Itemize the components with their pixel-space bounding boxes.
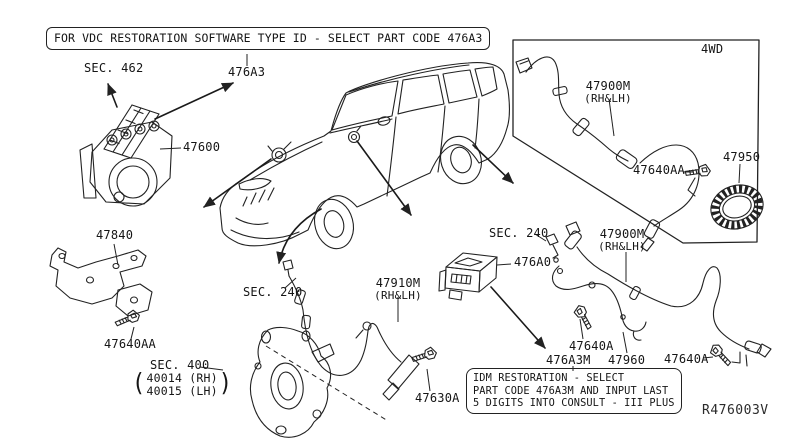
label-47640AA-left: 47640AA bbox=[104, 337, 156, 351]
idm-note-line1: IDM RESTORATION - SELECT bbox=[473, 372, 625, 384]
bracket-47840-drawing bbox=[50, 248, 152, 333]
label-47840: 47840 bbox=[96, 228, 134, 242]
label-sec-462: SEC. 462 bbox=[84, 61, 144, 75]
idm-note-line2: PART CODE 476A3M AND INPUT LAST bbox=[473, 384, 669, 397]
sensor-rotor-47950-drawing bbox=[705, 178, 769, 235]
label-4wd: 4WD bbox=[701, 42, 724, 56]
label-sec-240-right: SEC. 240 bbox=[489, 226, 549, 240]
label-47640AA-right: 47640AA bbox=[633, 163, 685, 177]
label-47950: 47950 bbox=[723, 150, 761, 164]
label-sec-400-parts bbox=[132, 369, 233, 399]
label-47640A-mid: 47640A bbox=[569, 339, 614, 353]
idm-restoration-note bbox=[466, 368, 682, 414]
label-47900M-bottom: 47900M (RH&LH) bbox=[598, 227, 646, 254]
label-476A0: 476A0 bbox=[514, 255, 552, 269]
label-47960: 47960 bbox=[608, 353, 646, 367]
label-47600: 47600 bbox=[183, 140, 221, 154]
open-paren: ( bbox=[132, 369, 146, 399]
label-47900M-top: 47900M (RH&LH) bbox=[584, 79, 632, 106]
label-sec-240-left: SEC. 240 bbox=[243, 285, 303, 299]
location-arrows bbox=[108, 83, 545, 348]
label-47910M: 47910M (RH&LH) bbox=[374, 276, 422, 303]
label-476A3: 476A3 bbox=[228, 65, 266, 79]
diagram-reference-code: R476003V bbox=[702, 403, 769, 418]
close-paren: ) bbox=[218, 369, 233, 399]
abs-actuator-47600-drawing bbox=[80, 105, 172, 206]
fourwd-inset-box bbox=[513, 40, 759, 243]
label-40014-rh: 40014 (RH) bbox=[146, 371, 218, 385]
idm-note-line3: 5 DIGITS INTO CONSULT - III PLUS bbox=[473, 397, 675, 410]
steering-knuckle-drawing bbox=[250, 327, 334, 437]
bracket-47960-drawing bbox=[552, 266, 646, 340]
label-47640A-right: 47640A bbox=[664, 352, 709, 366]
label-476A3M: 476A3M bbox=[546, 353, 591, 367]
vehicle-outline-drawing bbox=[220, 63, 509, 254]
label-sec-400: SEC. 400 bbox=[150, 358, 210, 372]
label-40015-lh: 40015 (LH) bbox=[146, 383, 218, 398]
vdc-restoration-note: FOR VDC RESTORATION SOFTWARE TYPE ID - SELECT PART CODE 476A3 bbox=[46, 27, 490, 50]
label-47630A: 47630A bbox=[415, 391, 460, 405]
